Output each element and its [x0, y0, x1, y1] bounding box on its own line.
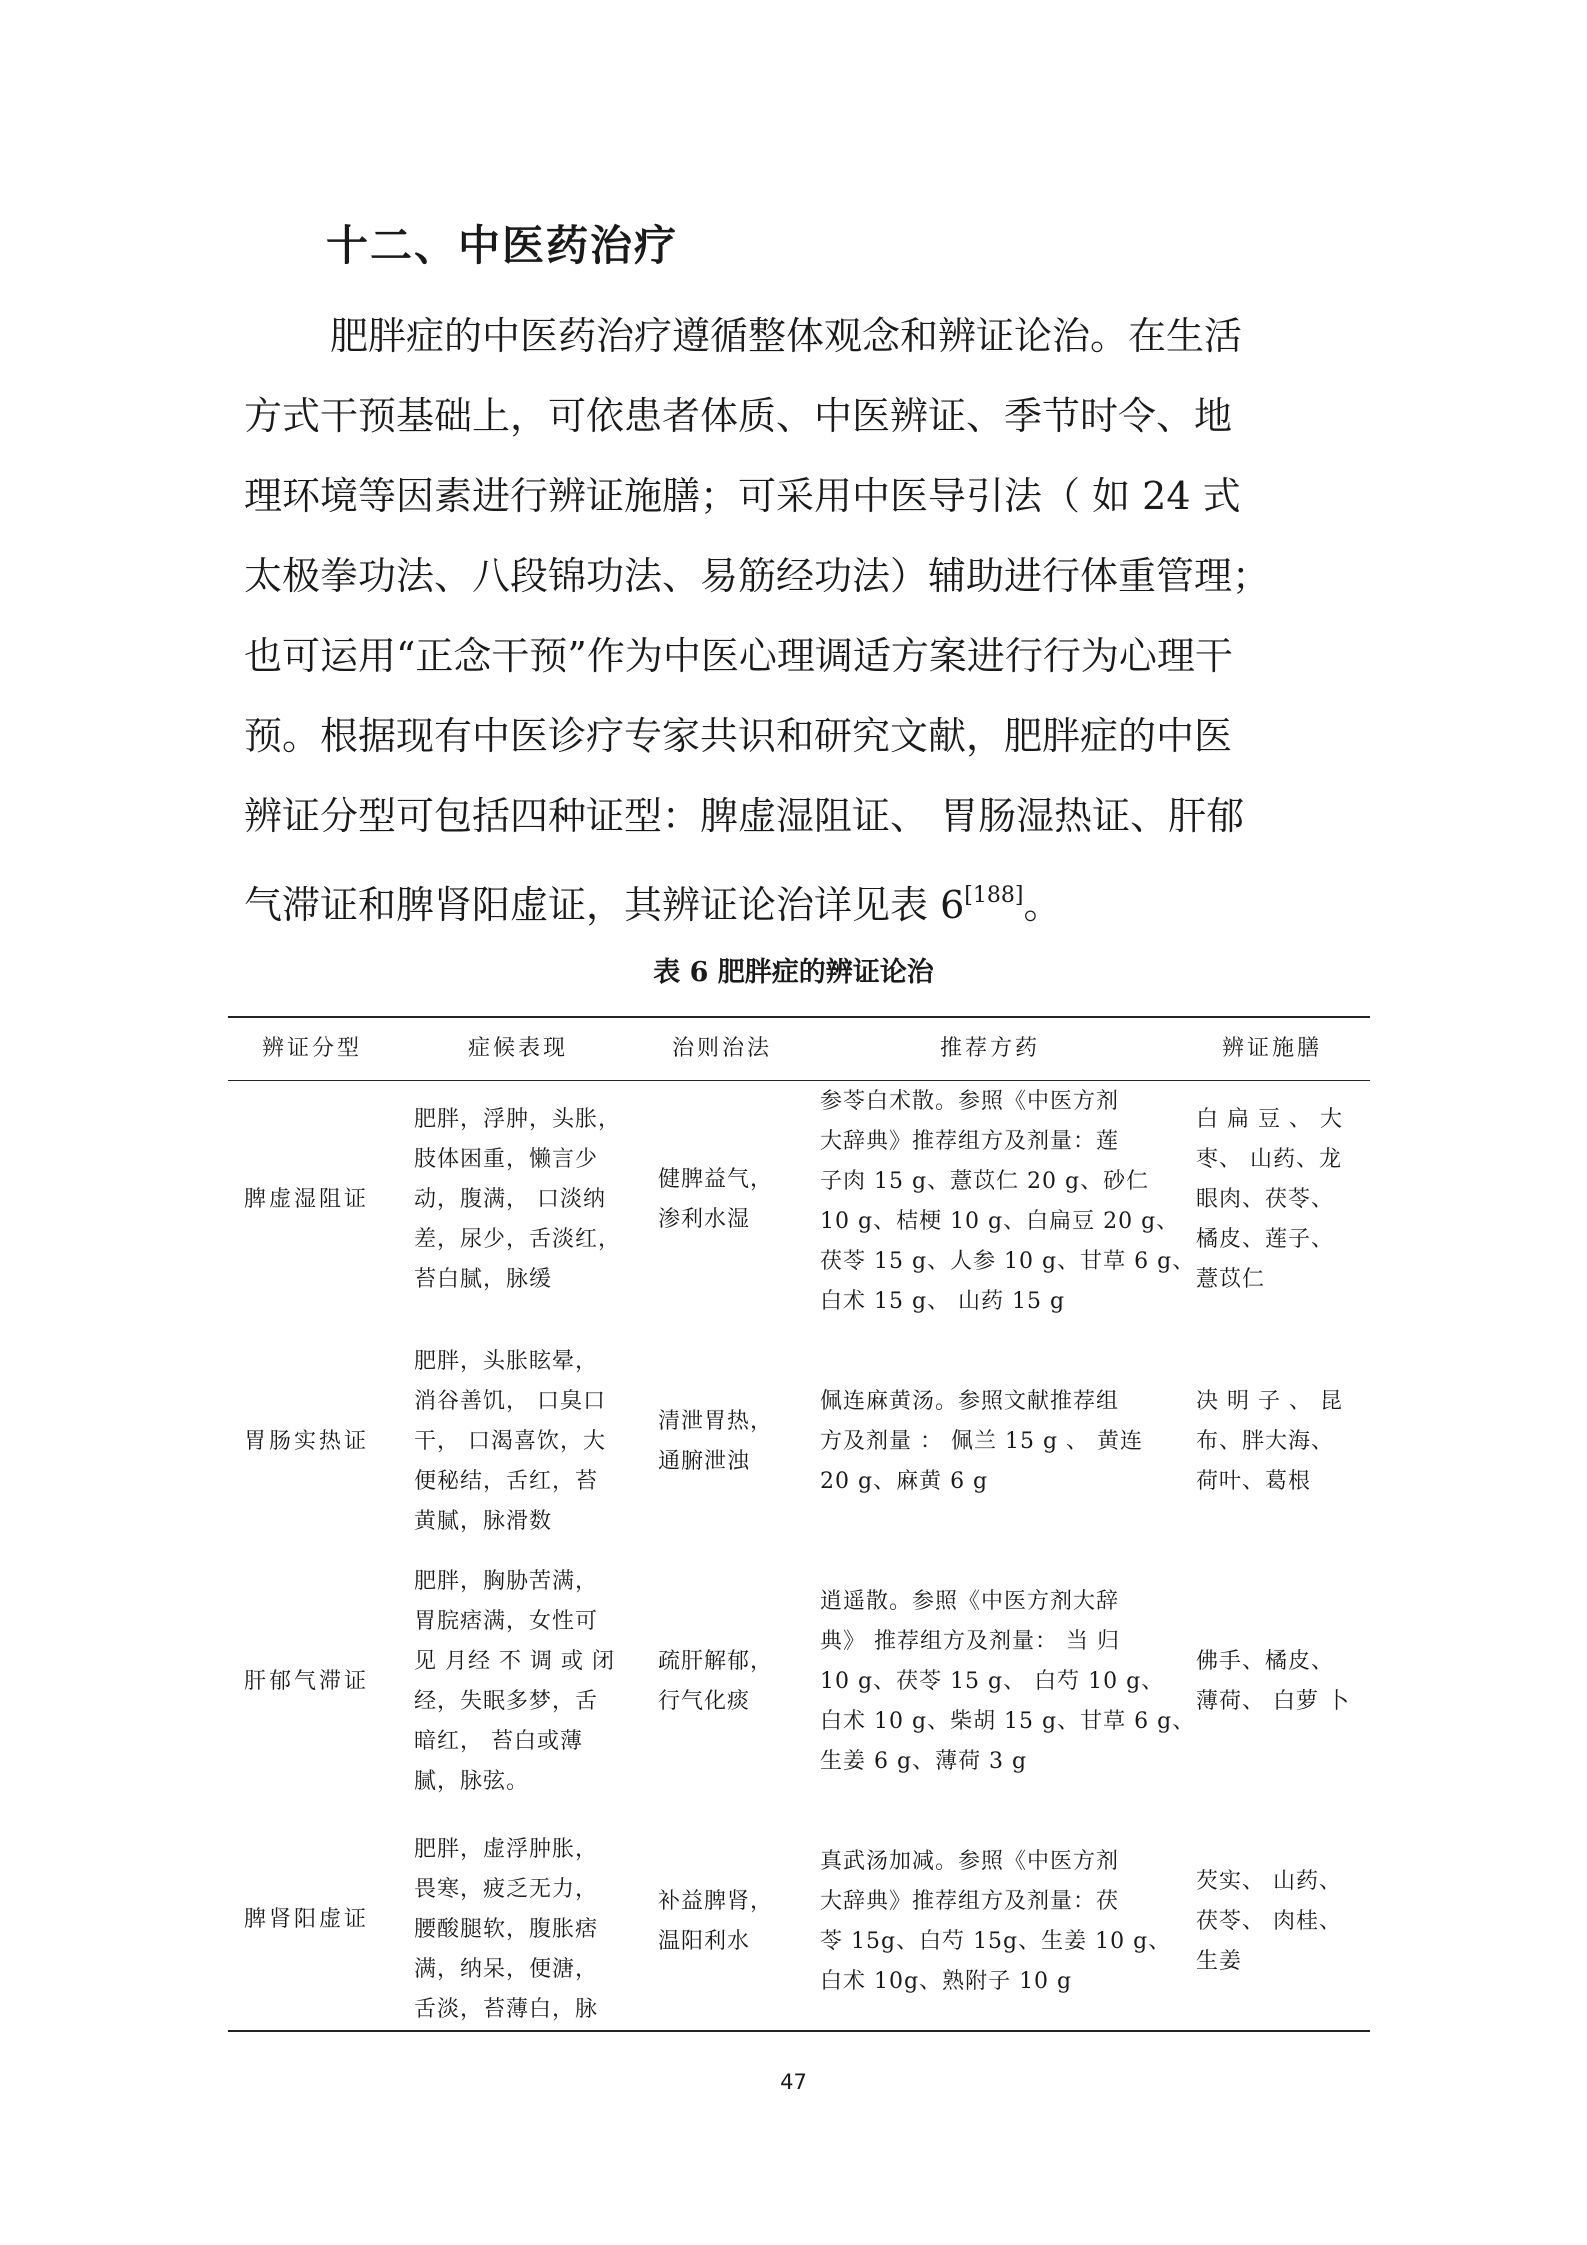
row-4-symptoms [414, 1830, 634, 2030]
principle-line: 温阳利水 [658, 1929, 751, 1954]
diet-line: 薄荷、 白萝 卜 [1196, 1689, 1350, 1714]
principle-line: 健脾益气， [658, 1167, 774, 1192]
row-2-symptoms [414, 1342, 634, 1542]
symptom-line: 胃脘痞满，女性可 [414, 1609, 599, 1634]
symptom-line: 肥胖，浮肿，头胀， [414, 1107, 622, 1132]
symptom-line: 消谷善饥， 口臭口 [414, 1389, 606, 1414]
row-2-diet-therapy [1196, 1382, 1366, 1502]
symptom-line: 畏寒，疲乏无力， [414, 1877, 599, 1902]
principle-line: 渗利水湿 [658, 1207, 751, 1232]
prescription-line: 茯苓 15 g、人参 10 g、甘草 6 g、 [820, 1249, 1196, 1274]
diet-line: 生姜 [1196, 1949, 1243, 1974]
diet-line: 枣、 山药、龙 [1196, 1147, 1342, 1172]
paragraph-line: 辨证分型可包括四种证型：脾虚湿阻证、 胃肠湿热证、肝郁 [244, 794, 1245, 838]
prescription-line: 大辞典》推荐组方及剂量：莲 [820, 1129, 1120, 1154]
symptom-line: 肥胖，胸胁苦满， [414, 1569, 599, 1594]
symptom-line: 满，纳呆，便溏， [414, 1957, 599, 1982]
prescription-line: 白术 10g、熟附子 10 g [820, 1969, 1073, 1994]
paragraph-end-punct: 。 [1023, 883, 1062, 927]
principle-line: 行气化痰 [658, 1689, 751, 1714]
row-3-diet-therapy [1196, 1642, 1366, 1722]
header-syndrome-type: 辨证分型 [262, 1036, 363, 1061]
diet-line: 白 扁 豆 、 大 [1196, 1107, 1343, 1132]
paragraph-line: 太极拳功法、八段锦功法、易筋经功法）辅助进行体重管理； [244, 554, 1271, 598]
prescription-line: 20 g、麻黄 6 g [820, 1469, 989, 1494]
table-bottom-rule [228, 2030, 1370, 2032]
header-diet-therapy: 辨证施膳 [1222, 1036, 1323, 1061]
row-1-treatment-principle [658, 1160, 773, 1240]
symptom-line: 腻，脉弦。 [414, 1769, 530, 1794]
symptom-line: 便秘结，舌红，苔 [414, 1469, 599, 1494]
principle-line: 清泄胃热， [658, 1409, 774, 1434]
row-2-syndrome-type: 胃肠实热证 [244, 1429, 370, 1454]
paragraph-line-text: 气滞证和脾肾阳虚证，其辨证论治详见表 6 [244, 883, 965, 927]
row-4-diet-therapy [1196, 1862, 1366, 1982]
row-1-prescription [820, 1082, 1196, 1322]
prescription-line: 苓 15g、白芍 15g、生姜 10 g、 [820, 1929, 1172, 1954]
prescription-line: 逍遥散。参照《中医方剂大辞 [820, 1589, 1120, 1614]
row-3-syndrome-type: 肝郁气滞证 [244, 1669, 370, 1694]
symptom-line: 腰酸腿软，腹胀痞 [414, 1917, 599, 1942]
paragraph-line: 预。根据现有中医诊疗专家共识和研究文献，肥胖症的中医 [244, 714, 1233, 758]
table-header-rule [228, 1080, 1370, 1081]
symptom-line: 经，失眠多梦，舌 [414, 1689, 599, 1714]
paragraph-line: 理环境等因素进行辨证施膳；可采用中医导引法（ 如 24 式 [244, 474, 1241, 518]
symptom-line: 肢体困重，懒言少 [414, 1147, 599, 1172]
prescription-line: 方及剂量 ： 佩兰 15 g 、 黄连 [820, 1429, 1144, 1454]
diet-line: 决 明 子 、 昆 [1196, 1389, 1343, 1414]
symptom-line: 动，腹满， 口淡纳 [414, 1187, 606, 1212]
principle-line: 补益脾肾， [658, 1889, 774, 1914]
symptom-line: 舌淡，苔薄白，脉 [414, 1997, 599, 2022]
row-4-syndrome-type: 脾肾阳虚证 [244, 1907, 370, 1932]
prescription-line: 10 g、茯苓 15 g、 白芍 10 g、 [820, 1669, 1165, 1694]
table-caption: 表 6 肥胖症的辨证论治 [653, 957, 934, 988]
diet-line: 茯苓、 肉桂、 [1196, 1909, 1342, 1934]
symptom-line: 见 月经 不 调 或 闭 [414, 1649, 615, 1674]
page-number: 47 [780, 2070, 807, 2094]
diet-line: 眼肉、茯苓、 [1196, 1187, 1335, 1212]
header-symptoms: 症候表现 [468, 1036, 569, 1061]
symptom-line: 差，尿少，舌淡红， [414, 1227, 622, 1252]
prescription-line: 典》 推荐组方及剂量： 当 归 [820, 1629, 1120, 1654]
prescription-line: 白术 15 g、 山药 15 g [820, 1289, 1066, 1314]
prescription-line: 生姜 6 g、薄荷 3 g [820, 1749, 1028, 1774]
diet-line: 佛手、橘皮、 [1196, 1649, 1335, 1674]
prescription-line: 真武汤加减。参照《中医方剂 [820, 1849, 1120, 1874]
row-2-prescription [820, 1382, 1180, 1502]
symptom-line: 肥胖，虚浮肿胀， [414, 1837, 599, 1862]
paragraph-line: 方式干预基础上，可依患者体质、中医辨证、季节时令、地 [244, 394, 1233, 438]
diet-line: 薏苡仁 [1196, 1267, 1266, 1292]
symptom-line: 肥胖，头胀眩晕， [414, 1349, 599, 1374]
row-1-symptoms [414, 1100, 634, 1300]
row-3-symptoms [414, 1562, 634, 1802]
paragraph-line: 也可运用“正念干预”作为中医心理调适方案进行行为心理干 [244, 634, 1233, 678]
row-3-treatment-principle [658, 1642, 773, 1722]
row-1-diet-therapy [1196, 1100, 1366, 1300]
row-4-prescription [820, 1842, 1180, 2002]
symptom-line: 暗红， 苔白或薄 [414, 1729, 583, 1754]
diet-line: 布、胖大海、 [1196, 1429, 1335, 1454]
row-1-syndrome-type: 脾虚湿阻证 [244, 1187, 370, 1212]
prescription-line: 参苓白术散。参照《中医方剂 [820, 1089, 1120, 1114]
diet-line: 橘皮、莲子、 [1196, 1227, 1335, 1252]
body-paragraph [244, 296, 1360, 936]
header-prescription: 推荐方药 [940, 1036, 1041, 1061]
row-2-treatment-principle [658, 1402, 773, 1482]
principle-line: 疏肝解郁， [658, 1649, 774, 1674]
row-4-treatment-principle [658, 1882, 773, 1962]
prescription-line: 子肉 15 g、薏苡仁 20 g、砂仁 [820, 1169, 1150, 1194]
paragraph-line: 肥胖症的中医药治疗遵循整体观念和辨证论治。在生活 [330, 314, 1243, 358]
prescription-line: 大辞典》推荐组方及剂量：茯 [820, 1889, 1120, 1914]
symptom-line: 干， 口渴喜饮，大 [414, 1429, 606, 1454]
principle-line: 通腑泄浊 [658, 1449, 751, 1474]
prescription-line: 10 g、桔梗 10 g、白扁豆 20 g、 [820, 1209, 1180, 1234]
symptom-line: 黄腻，脉滑数 [414, 1509, 553, 1534]
paragraph-line-last [244, 856, 1360, 936]
row-3-prescription [820, 1582, 1196, 1782]
citation-reference: [188] [964, 883, 1024, 908]
diet-line: 芡实、 山药、 [1196, 1869, 1342, 1894]
prescription-line: 白术 10 g、柴胡 15 g、甘草 6 g、 [820, 1709, 1196, 1734]
diet-line: 荷叶、葛根 [1196, 1469, 1312, 1494]
prescription-line: 佩连麻黄汤。参照文献推荐组 [820, 1389, 1120, 1414]
section-heading: 十二、中医药治疗 [326, 221, 679, 270]
header-treatment-principle: 治则治法 [672, 1036, 773, 1061]
table-top-rule [228, 1016, 1370, 1018]
symptom-line: 苔白腻，脉缓 [414, 1267, 553, 1292]
